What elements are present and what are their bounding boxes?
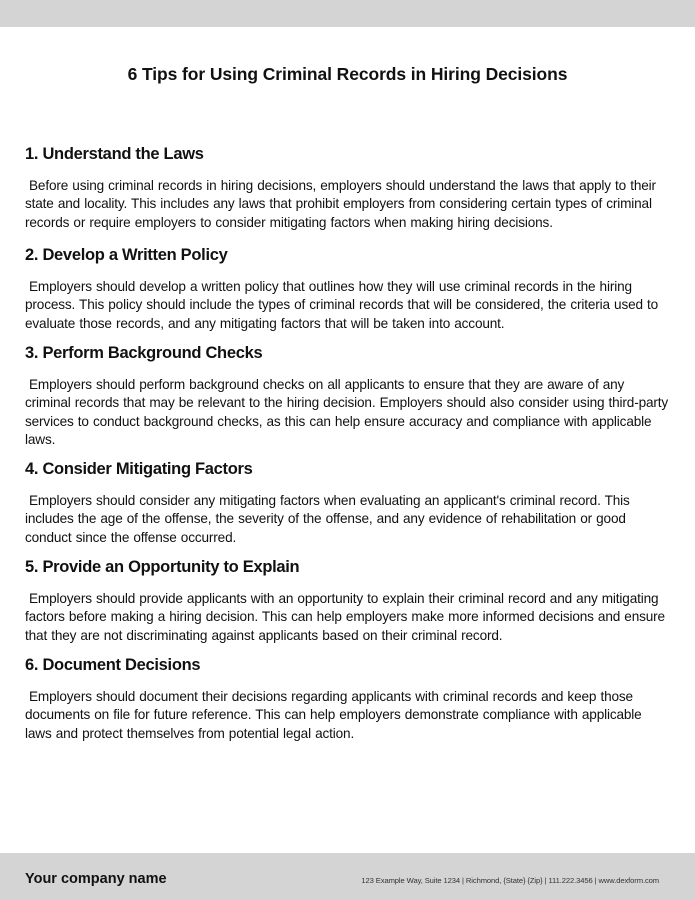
section-mitigating-factors (25, 459, 670, 548)
section-body-text: Employers should document their decisions regarding applicants with criminal records and keep those documents on file for future reference. This can help employers demonstrate compliance with applicable laws and protect themselves from potential legal action. (25, 689, 642, 741)
section-heading: 6. Document Decisions (25, 656, 201, 674)
section-body (25, 177, 670, 233)
section-heading: 4. Consider Mitigating Factors (25, 460, 253, 478)
page-title: 6 Tips for Using Criminal Records in Hiring Decisions (127, 64, 568, 84)
section-heading: 1. Understand the Laws (25, 145, 204, 163)
document-content (25, 144, 670, 743)
section-body (25, 376, 670, 450)
section-heading: 5. Provide an Opportunity to Explain (25, 558, 300, 576)
section-heading: 3. Perform Background Checks (25, 344, 263, 362)
section-body-text: Employers should perform background checks on all applicants to ensure that they are aware of any criminal records that may be relevant to the hiring decision. Employers should also consider using third-party services to conduct background checks, as this can help ensure accuracy and compliance with applicable laws. (25, 377, 669, 447)
section-opportunity-explain (25, 557, 670, 646)
footer-contact-line: 123 Example Way, Suite 1234 | Richmond, {State} {Zip} | 111.222.3456 | www.dexform.com (361, 876, 659, 885)
section-document-decisions (25, 655, 670, 743)
section-body (25, 590, 670, 646)
section-written-policy (25, 245, 670, 334)
page-footer (0, 853, 695, 900)
section-body-text: Employers should develop a written policy that outlines how they will use criminal records in the hiring process. This policy should include the types of criminal records that will be considered, the criteria used to evaluate those records, and any mitigating factors that will be taken into account. (25, 279, 659, 331)
footer-company-name: Your company name (25, 871, 167, 887)
section-body-text: Employers should provide applicants with an opportunity to explain their criminal record and any mitigating factors before making a hiring decision. This can help employers make more informed decisions and ensure that they are not discriminating against applicants based on their criminal record. (25, 591, 665, 643)
section-body-text: Before using criminal records in hiring decisions, employers should understand the laws that apply to their state and locality. This includes any laws that prohibit employers from considering certain types of criminal records or require employers to consider mitigating factors when making hiring decisions. (25, 178, 656, 230)
section-background-checks (25, 343, 670, 450)
section-body (25, 688, 670, 743)
section-body (25, 492, 670, 548)
section-body (25, 278, 670, 334)
section-heading: 2. Develop a Written Policy (25, 246, 228, 264)
section-understand-laws (25, 144, 670, 233)
top-band (0, 0, 695, 27)
section-body-text: Employers should consider any mitigating factors when evaluating an applicant's criminal record. This includes the age of the offense, the severity of the offense, and any evidence of rehabilitation or good conduct since the offense occurred. (25, 493, 630, 545)
